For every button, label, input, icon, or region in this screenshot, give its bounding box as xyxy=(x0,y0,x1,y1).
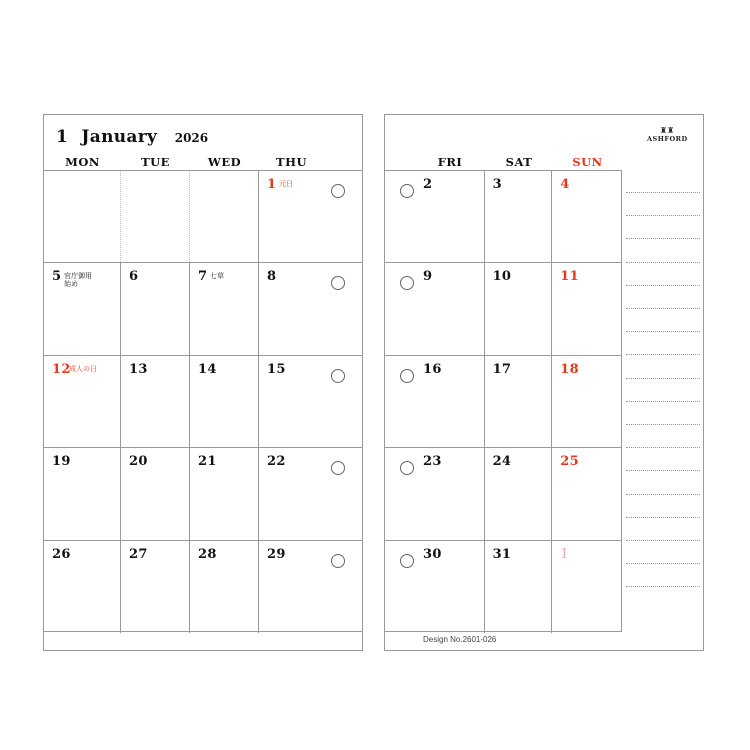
day-number: 4 xyxy=(560,177,570,192)
note-line xyxy=(626,331,700,332)
note-line xyxy=(626,563,700,564)
weekday-header-sun: SUN xyxy=(572,155,603,169)
weekday-header-sat: SAT xyxy=(505,155,533,169)
binder-hole-icon xyxy=(331,184,345,198)
month-title xyxy=(56,127,208,147)
day-number: 31 xyxy=(492,546,512,562)
day-cell[interactable] xyxy=(259,171,362,262)
day-cell[interactable] xyxy=(485,541,553,633)
day-cell[interactable] xyxy=(121,448,190,539)
day-cell[interactable] xyxy=(121,263,190,354)
day-cell[interactable] xyxy=(190,448,259,539)
day-cell[interactable] xyxy=(44,171,121,262)
weekday-header-wed: WED xyxy=(207,155,242,169)
day-number: 22 xyxy=(267,454,286,470)
day-cell[interactable] xyxy=(44,263,121,354)
holiday-label: 官庁御用 始め xyxy=(64,272,92,289)
day-number: 28 xyxy=(198,546,217,562)
week-row xyxy=(385,448,621,540)
day-cell[interactable] xyxy=(552,541,621,633)
note-line xyxy=(626,378,700,379)
note-line xyxy=(626,354,700,355)
week-row xyxy=(44,448,362,540)
day-cell[interactable] xyxy=(485,448,553,539)
day-number: 8 xyxy=(267,269,277,285)
day-number: 26 xyxy=(52,546,71,562)
note-line xyxy=(626,586,700,587)
day-number: 25 xyxy=(560,454,579,470)
day-number: 21 xyxy=(198,454,217,470)
day-number: 1 xyxy=(560,546,569,562)
day-cell[interactable] xyxy=(552,171,621,262)
day-number: 19 xyxy=(52,454,71,470)
day-number: 18 xyxy=(560,361,579,377)
brand-logo xyxy=(647,127,687,143)
day-cell[interactable] xyxy=(44,541,121,633)
day-cell[interactable] xyxy=(44,356,121,447)
day-cell[interactable] xyxy=(485,263,553,354)
note-line xyxy=(626,215,700,216)
day-cell[interactable] xyxy=(121,356,190,447)
design-number: Design No.2601-026 xyxy=(423,635,497,644)
note-line xyxy=(626,517,700,518)
day-cell[interactable] xyxy=(259,448,362,539)
weekday-header-thu: THU xyxy=(276,155,307,169)
day-cell[interactable] xyxy=(552,448,621,539)
day-number: 11 xyxy=(560,269,579,285)
day-cell[interactable] xyxy=(259,263,362,354)
day-cell[interactable] xyxy=(259,356,362,447)
left-week-grid xyxy=(44,170,362,632)
note-line xyxy=(626,470,700,471)
day-cell[interactable] xyxy=(44,448,121,539)
note-line xyxy=(626,192,700,193)
day-number: 14 xyxy=(198,361,217,377)
note-line xyxy=(626,540,700,541)
day-number: 7 xyxy=(198,269,208,285)
note-line xyxy=(626,238,700,239)
day-number: 29 xyxy=(267,546,286,562)
day-number: 20 xyxy=(129,454,148,470)
binder-hole-icon xyxy=(331,369,345,383)
note-line xyxy=(626,262,700,263)
day-cell[interactable] xyxy=(485,356,553,447)
month-name: January xyxy=(81,127,158,147)
day-cell[interactable] xyxy=(552,356,621,447)
day-number: 2 xyxy=(423,177,433,192)
left-planner-page xyxy=(43,114,363,651)
binder-hole-icon xyxy=(400,554,414,568)
binder-hole-icon xyxy=(331,554,345,568)
day-cell[interactable] xyxy=(385,448,485,539)
day-number: 12 xyxy=(52,361,71,377)
week-row xyxy=(44,171,362,263)
day-number: 27 xyxy=(129,546,148,562)
day-cell[interactable] xyxy=(190,171,259,262)
day-number: 5 xyxy=(52,269,62,285)
day-number: 1 xyxy=(267,177,277,192)
day-cell[interactable] xyxy=(259,541,362,633)
weekday-header-fri: FRI xyxy=(437,155,463,169)
day-number: 24 xyxy=(492,454,512,470)
day-number: 10 xyxy=(492,269,512,285)
day-cell[interactable] xyxy=(385,356,485,447)
month-number: 1 xyxy=(56,127,68,147)
day-cell[interactable] xyxy=(552,263,621,354)
weekday-header-mon: MON xyxy=(65,155,100,169)
day-cell[interactable] xyxy=(190,541,259,633)
right-planner-page xyxy=(384,114,704,651)
note-line xyxy=(626,308,700,309)
notes-column xyxy=(622,170,703,632)
day-number: 30 xyxy=(423,546,442,562)
left-footer-strip xyxy=(44,632,362,651)
day-number: 17 xyxy=(492,361,512,377)
day-number: 9 xyxy=(423,269,433,285)
holiday-label: 七草 xyxy=(210,272,224,281)
week-row xyxy=(385,171,621,263)
binder-hole-icon xyxy=(400,369,414,383)
week-row xyxy=(44,356,362,448)
holiday-label: 元日 xyxy=(279,180,293,188)
crest-icon: ♜♜ xyxy=(659,126,675,135)
right-week-grid xyxy=(385,170,622,632)
week-row xyxy=(385,356,621,448)
day-number: 6 xyxy=(129,269,139,285)
holiday-label: 成人の日 xyxy=(69,364,97,373)
week-row xyxy=(44,263,362,355)
day-cell[interactable] xyxy=(190,356,259,447)
day-cell[interactable] xyxy=(121,541,190,633)
weekday-header-tue: TUE xyxy=(141,155,170,169)
week-row xyxy=(385,541,621,633)
day-cell[interactable] xyxy=(385,541,485,633)
day-number: 3 xyxy=(492,177,502,192)
year-label: 2026 xyxy=(174,131,209,145)
day-number: 13 xyxy=(129,361,148,377)
brand-name: ASHFORD xyxy=(647,135,688,143)
note-line xyxy=(626,447,700,448)
day-number: 16 xyxy=(423,361,442,377)
note-line xyxy=(626,285,700,286)
note-line xyxy=(626,401,700,402)
day-cell[interactable] xyxy=(485,171,553,262)
binder-hole-icon xyxy=(400,184,414,198)
day-cell[interactable] xyxy=(385,263,485,354)
day-cell[interactable] xyxy=(121,171,190,262)
week-row xyxy=(44,541,362,633)
week-row xyxy=(385,263,621,355)
note-line xyxy=(626,494,700,495)
day-number: 15 xyxy=(267,361,286,377)
day-cell[interactable] xyxy=(190,263,259,354)
note-line xyxy=(626,424,700,425)
day-cell[interactable] xyxy=(385,171,485,262)
day-number: 23 xyxy=(423,454,442,470)
